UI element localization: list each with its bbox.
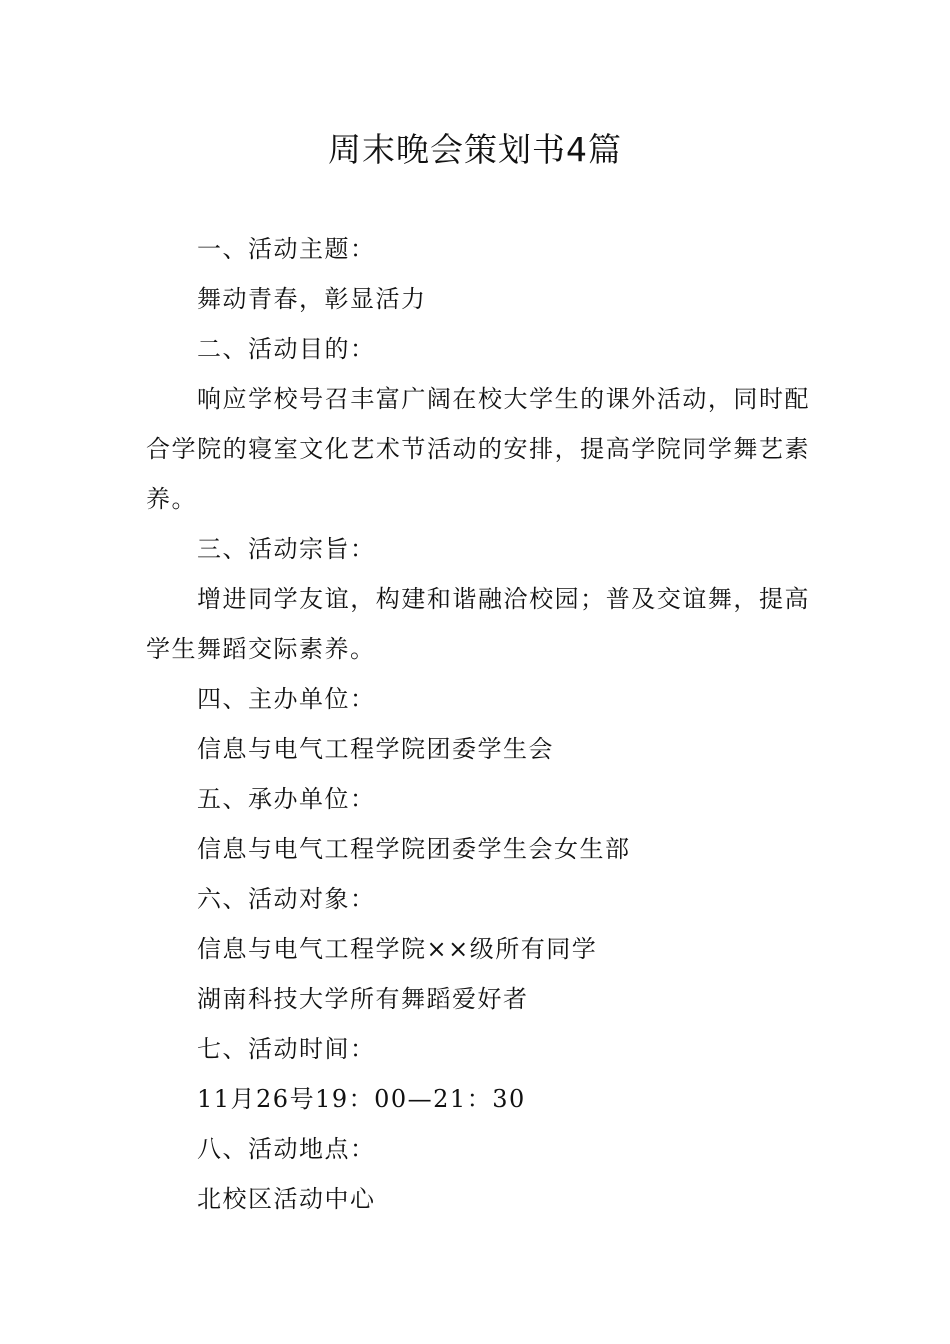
heading-theme: 一、活动主题： bbox=[197, 235, 376, 263]
heading-location: 八、活动地点： bbox=[197, 1135, 376, 1163]
heading-time: 七、活动时间： bbox=[197, 1035, 376, 1063]
document-title: 周末晚会策划书4篇 bbox=[328, 130, 622, 169]
aim-text: 增进同学友谊，构建和谐融洽校园；普及交谊舞，提高学生舞蹈交际素养。 bbox=[146, 585, 810, 663]
heading-aim: 三、活动宗旨： bbox=[197, 535, 376, 563]
audience-text-2: 湖南科技大学所有舞蹈爱好者 bbox=[197, 985, 529, 1013]
purpose-text: 响应学校号召丰富广阔在校大学生的课外活动，同时配合学院的寝室文化艺术节活动的安排，提高学院同学舞艺素养。 bbox=[146, 385, 810, 513]
heading-organizer: 四、主办单位： bbox=[197, 685, 376, 713]
document-body bbox=[146, 224, 810, 1224]
heading-purpose: 二、活动目的： bbox=[197, 335, 376, 363]
heading-host: 五、承办单位： bbox=[197, 785, 376, 813]
heading-audience: 六、活动对象： bbox=[197, 885, 376, 913]
theme-text: 舞动青春，彰显活力 bbox=[197, 285, 427, 313]
organizer-text: 信息与电气工程学院团委学生会 bbox=[197, 735, 554, 763]
host-text: 信息与电气工程学院团委学生会女生部 bbox=[197, 835, 631, 863]
location-text: 北校区活动中心 bbox=[197, 1185, 376, 1213]
audience-text-1: 信息与电气工程学院××级所有同学 bbox=[197, 935, 598, 963]
time-text: 11月26号19：00—21：30 bbox=[197, 1085, 526, 1113]
